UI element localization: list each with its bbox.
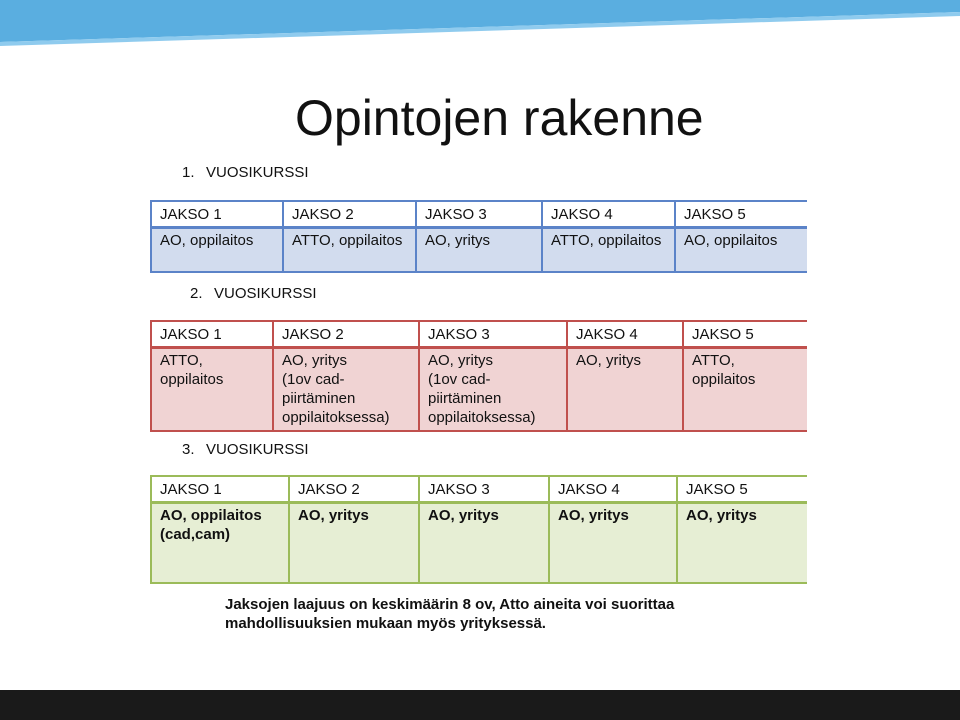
bottom-decorative-band	[0, 690, 960, 720]
year2-cell-5	[683, 348, 807, 432]
year1-header-5: JAKSO 5	[675, 201, 807, 228]
year2-cell-1	[151, 348, 273, 432]
year3-header-2: JAKSO 2	[289, 476, 419, 503]
year1-label-text: VUOSIKURSSI	[206, 164, 309, 181]
year1-cell-2: ATTO, oppilaitos	[283, 228, 416, 273]
year2-header-5: JAKSO 5	[683, 321, 807, 348]
year2-header-row	[151, 321, 807, 348]
footnote-line-1: Jaksojen laajuus on keskimäärin 8 ov, Atto aineita voi suorittaa	[225, 596, 675, 613]
table-row	[151, 503, 807, 584]
year3-number: 3.	[182, 441, 195, 458]
year1-header-4: JAKSO 4	[542, 201, 675, 228]
year2-cell-3-line-4: oppilaitoksessa)	[428, 409, 536, 426]
year3-header-5: JAKSO 5	[677, 476, 807, 503]
year2-cell-2-line-4: oppilaitoksessa)	[282, 409, 390, 426]
year2-cell-3	[419, 348, 567, 432]
year2-cell-1-line-1: ATTO,	[160, 352, 203, 369]
year2-cell-2-line-1: AO, yritys	[282, 352, 348, 369]
year3-cell-5	[677, 503, 807, 584]
table-row	[151, 348, 807, 432]
year3-header-row	[151, 476, 807, 503]
year3-cell-1	[151, 503, 289, 584]
year1-number: 1.	[182, 164, 195, 181]
year2-table	[150, 320, 807, 432]
year2-header-4: JAKSO 4	[567, 321, 683, 348]
year1-cell-3: AO, yritys	[416, 228, 542, 273]
year2-cell-2	[273, 348, 419, 432]
year1-header-3: JAKSO 3	[416, 201, 542, 228]
footnote	[225, 595, 785, 633]
year3-cell-2-line-1: AO, yritys	[298, 507, 369, 524]
year3-label-text: VUOSIKURSSI	[206, 441, 309, 458]
year2-label-text: VUOSIKURSSI	[214, 285, 317, 302]
year2-cell-3-line-1: AO, yritys	[428, 352, 494, 369]
year2-header-1: JAKSO 1	[151, 321, 273, 348]
top-decorative-band	[0, 0, 960, 60]
year1-cell-1: AO, oppilaitos	[151, 228, 283, 273]
year3-cell-4	[549, 503, 677, 584]
year2-cell-2-line-3: piirtäminen	[282, 390, 356, 407]
year3-cell-5-line-1: AO, yritys	[686, 507, 757, 524]
year2-cell-3-line-3: piirtäminen	[428, 390, 502, 407]
year1-cell-5: AO, oppilaitos	[675, 228, 807, 273]
table-row	[151, 228, 807, 273]
year2-cell-5-line-2: oppilaitos	[692, 371, 756, 388]
slide-title: Opintojen rakenne	[295, 90, 704, 146]
year1-label	[182, 164, 309, 182]
year2-cell-2-line-2: (1ov cad-	[282, 371, 345, 388]
footnote-line-2: mahdollisuuksien mukaan myös yrityksessä.	[225, 615, 546, 632]
year3-label	[182, 441, 309, 459]
year1-header-1: JAKSO 1	[151, 201, 283, 228]
year3-cell-1-line-1: AO, oppilaitos	[160, 507, 262, 524]
year2-cell-1-line-2: oppilaitos	[160, 371, 224, 388]
year2-label	[190, 285, 317, 303]
year1-header-2: JAKSO 2	[283, 201, 416, 228]
year1-cell-4: ATTO, oppilaitos	[542, 228, 675, 273]
year2-cell-5-line-1: ATTO,	[692, 352, 735, 369]
year2-cell-4-line-1: AO, yritys	[576, 352, 642, 369]
year2-cell-4	[567, 348, 683, 432]
year2-number: 2.	[190, 285, 203, 302]
year3-cell-3-line-1: AO, yritys	[428, 507, 499, 524]
year3-cell-4-line-1: AO, yritys	[558, 507, 629, 524]
year3-header-4: JAKSO 4	[549, 476, 677, 503]
year2-header-3: JAKSO 3	[419, 321, 567, 348]
year1-table	[150, 200, 807, 273]
year3-header-3: JAKSO 3	[419, 476, 549, 503]
year3-header-1: JAKSO 1	[151, 476, 289, 503]
year2-header-2: JAKSO 2	[273, 321, 419, 348]
year3-cell-3	[419, 503, 549, 584]
year3-cell-2	[289, 503, 419, 584]
year2-cell-3-line-2: (1ov cad-	[428, 371, 491, 388]
year3-cell-1-line-2: (cad,cam)	[160, 526, 231, 543]
year1-header-row	[151, 201, 807, 228]
year3-table	[150, 475, 807, 584]
